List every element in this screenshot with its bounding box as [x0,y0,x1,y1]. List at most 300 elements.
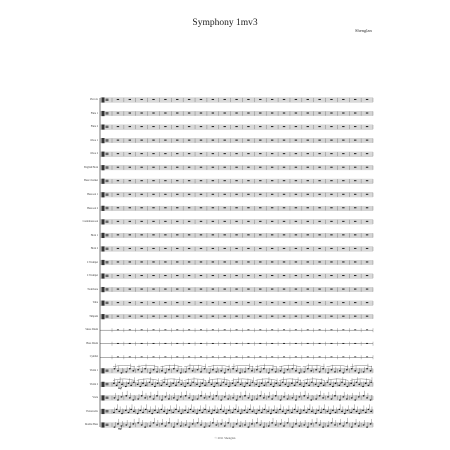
rest-mark [307,207,309,208]
notehead [249,409,251,410]
notehead [208,396,210,397]
rest-mark [188,207,190,208]
notehead [184,410,186,411]
notehead [180,413,182,414]
rest-mark [319,343,321,344]
rest-mark [307,248,309,249]
score-title: Symphony 1mv3 [192,18,258,28]
rest-mark [307,167,309,168]
clef-mark [102,192,105,197]
rest-mark [140,248,142,249]
rest-mark [117,275,119,276]
notehead [137,413,139,414]
rest-mark [342,302,344,303]
notehead [192,411,194,412]
notehead [267,382,269,383]
notehead [121,384,123,385]
notehead [308,385,310,386]
rest-mark [224,343,226,344]
notehead [362,410,364,411]
rest-mark [140,289,142,290]
rest-mark [224,329,226,330]
notehead [368,409,370,410]
rest-mark [117,234,119,235]
notehead [204,385,206,386]
rest-mark [176,275,178,276]
notehead [232,397,234,398]
notehead [294,385,296,386]
rest-mark [342,207,344,208]
notehead [327,396,329,397]
instrument-label: Piccolo [90,98,98,102]
notehead [197,398,199,399]
rest-mark [354,316,356,317]
notehead [175,409,177,410]
rest-mark [153,329,155,330]
rest-mark [295,275,297,276]
notehead [184,386,186,387]
notehead [284,413,286,414]
rest-mark [247,261,249,262]
notehead [307,368,309,369]
rest-mark [295,356,297,357]
rest-mark [247,234,249,235]
rest-mark [188,289,190,290]
rest-mark [164,180,166,181]
notehead [232,426,234,427]
rest-mark [318,112,320,113]
rest-mark [318,140,320,141]
rest-mark [259,275,261,276]
notehead [350,383,352,384]
notehead [268,425,270,426]
notehead [291,397,293,398]
rest-mark [212,140,214,141]
notehead [252,382,254,383]
notehead [255,384,257,385]
notehead [279,409,281,410]
rest-mark [330,316,332,317]
notehead [332,386,334,387]
key-signature [106,315,109,318]
notehead [239,425,241,426]
notehead [256,422,258,423]
rest-mark [366,316,368,317]
key-signature [106,99,109,102]
rest-mark [224,234,226,235]
rest-mark [176,153,178,154]
notehead [208,382,210,383]
rest-mark [295,289,297,290]
notehead [236,370,238,371]
notehead [141,395,143,396]
rest-mark [366,261,368,262]
rest-mark [283,356,285,357]
rest-mark [200,234,202,235]
notehead [211,413,213,414]
notehead [144,426,146,427]
notehead [197,422,199,423]
rest-mark [318,316,320,317]
notehead [154,386,156,387]
notehead [220,370,222,371]
notehead [132,370,134,371]
clef-mark [102,395,105,400]
notehead [234,385,236,386]
notehead [160,385,162,386]
key-signature [106,302,109,305]
rest-mark [342,275,344,276]
rest-mark [247,302,249,303]
notehead [168,422,170,423]
rest-mark [188,221,190,222]
rest-mark [366,343,368,344]
notehead [166,413,168,414]
rest-mark [235,153,237,154]
rest-mark [295,99,297,100]
clef-mark [102,422,105,427]
rest-mark [129,126,131,127]
rest-mark [117,126,119,127]
rest-mark [283,329,285,330]
rest-mark [152,221,154,222]
rest-mark [200,316,202,317]
notehead [114,368,116,369]
notehead [315,413,317,414]
rest-mark [283,167,285,168]
rest-mark [342,126,344,127]
slur [208,379,230,381]
rest-mark [259,153,261,154]
notehead [273,410,275,411]
rest-mark [152,302,154,303]
rest-mark [152,99,154,100]
rest-mark [176,99,178,100]
rest-mark [212,180,214,181]
rest-mark [283,289,285,290]
notehead [356,382,358,383]
notehead [133,382,135,383]
instrument-label: English Horn [84,165,98,169]
notehead [351,426,353,427]
rest-mark [140,194,142,195]
clef-mark [102,301,105,306]
rest-mark [330,302,332,303]
notehead [284,384,286,385]
rest-mark [318,302,320,303]
rest-mark [366,167,368,168]
instrument-label: Viola [92,396,98,400]
notehead [283,396,285,397]
rest-mark [117,302,119,303]
rest-mark [200,343,202,344]
rest-mark [354,234,356,235]
notehead [331,422,333,423]
notehead [114,397,116,398]
rest-mark [366,140,368,141]
rest-mark [307,126,309,127]
rest-mark [247,126,249,127]
rest-mark [342,180,344,181]
notehead [296,382,298,383]
notehead [196,384,198,385]
rest-mark [129,180,131,181]
rest-mark [366,99,368,100]
rest-mark [342,316,344,317]
notehead [365,412,367,413]
rest-mark [366,356,368,357]
rest-mark [224,221,226,222]
notehead [280,423,282,424]
instrument-label: Oboe 2 [90,152,98,156]
rest-mark [129,316,131,317]
rest-mark [354,153,356,154]
notehead [366,426,368,427]
rest-mark [235,289,237,290]
notehead [261,383,263,384]
rest-mark [247,316,249,317]
notehead [137,384,139,385]
key-signature [106,166,109,169]
notehead [344,413,346,414]
notehead [271,398,273,399]
notehead [129,397,131,398]
notehead [232,368,234,369]
notehead [353,385,355,386]
notehead [236,399,238,400]
rest-mark [141,356,143,357]
slur [303,365,325,367]
rest-mark [342,140,344,141]
notehead [299,384,301,385]
notehead [306,383,308,384]
notehead [294,409,296,410]
notehead [338,409,340,410]
notehead [358,396,360,397]
rest-mark [271,207,273,208]
rest-mark [200,329,202,330]
rest-mark [307,343,309,344]
notehead [315,398,317,399]
notehead [224,425,226,426]
rest-mark [176,221,178,222]
rest-mark [283,99,285,100]
rest-mark [212,194,214,195]
rest-mark [188,248,190,249]
rest-mark [295,112,297,113]
rest-mark [140,140,142,141]
composer-name: Shenglan [355,28,372,33]
rest-mark [117,343,119,344]
rest-mark [330,289,332,290]
notehead [295,423,297,424]
rest-mark [330,167,332,168]
notehead [296,411,298,412]
clef-mark [102,219,105,224]
rest-mark [235,180,237,181]
rest-mark [354,248,356,249]
notehead [319,395,321,396]
rest-mark [212,153,214,154]
rest-mark [247,194,249,195]
rest-mark [366,194,368,195]
rest-mark [117,194,119,195]
notehead [267,411,269,412]
rest-mark [318,194,320,195]
rest-mark [247,153,249,154]
notehead [303,371,305,372]
key-signature [106,126,109,129]
rest-mark [271,275,273,276]
notehead [275,424,277,425]
rest-mark [283,180,285,181]
notehead [315,369,317,370]
rest-mark [140,112,142,113]
rest-mark [318,126,320,127]
rest-mark [283,112,285,113]
rest-mark [140,167,142,168]
rest-mark [129,275,131,276]
notehead [259,371,261,372]
rest-mark [271,248,273,249]
notehead [366,397,368,398]
rest-mark [330,99,332,100]
notehead [200,371,202,372]
notehead [239,396,241,397]
rest-mark [342,153,344,154]
rest-mark [164,275,166,276]
rest-mark [259,302,261,303]
rest-mark [247,329,249,330]
key-signature [106,139,109,142]
slur [160,379,182,381]
rest-mark [176,289,178,290]
notehead [329,384,331,385]
rest-mark [129,140,131,141]
rest-mark [224,99,226,100]
notehead [322,368,324,369]
notehead [311,382,313,383]
slur [279,379,301,381]
notehead [259,395,261,396]
rest-mark [129,248,131,249]
rest-mark [212,343,214,344]
notehead [339,423,341,424]
rest-mark [188,234,190,235]
rest-mark [200,356,202,357]
notehead [176,370,178,371]
clef-mark [102,382,105,387]
rest-mark [129,194,131,195]
rest-mark [164,289,166,290]
notehead [125,410,127,411]
rest-mark [224,180,226,181]
notehead [248,397,250,398]
notehead [208,425,210,426]
notehead [156,424,158,425]
notehead [173,397,175,398]
notehead [215,395,217,396]
rest-mark [224,112,226,113]
notehead [358,384,360,385]
rest-mark [366,302,368,303]
rest-mark [224,167,226,168]
notehead [244,371,246,372]
key-signature [106,207,109,210]
rest-mark [295,261,297,262]
rest-mark [117,316,119,317]
notehead [327,382,329,383]
notehead [354,370,356,371]
rest-mark [366,153,368,154]
notehead [327,411,329,412]
notehead [117,399,119,400]
notehead [142,412,144,413]
key-signature [106,275,109,278]
key-signature [106,112,109,115]
rest-mark [283,234,285,235]
notehead [222,382,224,383]
rest-mark [235,99,237,100]
rest-mark [295,329,297,330]
notehead [151,413,153,414]
rest-mark [295,126,297,127]
rest-mark [164,316,166,317]
rest-mark [153,343,155,344]
notehead [130,385,132,386]
rest-mark [259,194,261,195]
notehead [346,386,348,387]
rest-mark [200,167,202,168]
notehead [323,385,325,386]
rest-mark [318,180,320,181]
notehead [180,396,182,397]
rest-mark [224,316,226,317]
notehead [185,371,187,372]
notehead [204,409,206,410]
rest-mark [271,126,273,127]
rest-mark [354,180,356,181]
notehead [251,399,253,400]
clef-mark [102,165,105,170]
notehead [200,395,202,396]
rest-mark [342,289,344,290]
notehead [160,409,162,410]
rest-mark [117,221,119,222]
slur [184,379,206,381]
notehead [201,412,203,413]
notehead [298,372,300,373]
notehead [166,384,168,385]
notehead [342,372,344,373]
notehead [315,384,317,385]
rest-mark [164,126,166,127]
notehead [137,422,139,423]
rest-mark [212,289,214,290]
rest-mark [330,356,332,357]
notehead [192,399,194,400]
rest-mark [129,343,131,344]
rest-mark [247,112,249,113]
notehead [271,422,273,423]
instrument-label: Contrabassoon [82,220,98,224]
notehead [157,412,159,413]
rest-mark [235,194,237,195]
rest-mark [152,194,154,195]
rest-mark [283,316,285,317]
notehead [295,370,297,371]
notehead [220,399,222,400]
